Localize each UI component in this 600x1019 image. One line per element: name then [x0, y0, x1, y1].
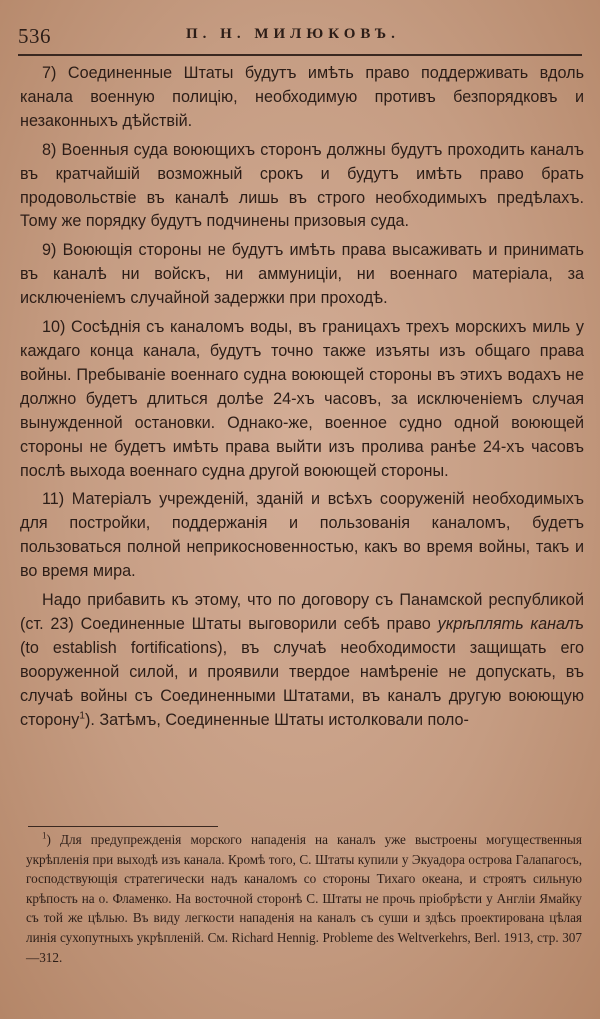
paragraph-8: 8) Военныя суда воюющихъ сторонъ должны будутъ проходить каналъ въ кратчайшій возможный срокъ и будутъ имѣть право брать продовольствіе въ каналѣ лишь въ строго необходимыхъ предѣлахъ. Тому же порядку будутъ подчинены призовыя суда.: [20, 140, 584, 231]
paragraph-7: 7) Соединенные Штаты будутъ имѣть право поддерживать вдоль канала военную полицію, необходимую противъ безпорядковъ и незаконныхъ дѣйствій.: [20, 64, 584, 130]
footnote-reference[interactable]: 1: [79, 710, 85, 722]
footnote-mark: 1: [42, 830, 47, 841]
treaty-text-part2: (to establish fortifications), въ случаѣ необходимости защищать его вооруженной силой, и проявили твердое намѣреніе не допускать, въ случаѣ войны съ Соединенными Штатами, въ каналъ другую воюющую сторону: [20, 638, 584, 729]
page-header: [18, 18, 582, 50]
paragraph-10: 10) Сосѣднія съ каналомъ воды, въ границахъ трехъ морскихъ миль у каждаго конца канала, будутъ точно также изъяты изъ общаго права войны. Пребываніе военнаго судна воюющей стороны въ этихъ водахъ не должно будетъ длиться долѣе 24-хъ часовъ, за исключеніемъ случая вынужденной остановки. Однако-же, военное судно одной воюющей стороны не будетъ имѣть права выйти изъ пролива ранѣе 24-хъ часовъ послѣ выхода военнаго судна другой воюющей стороны.: [20, 318, 584, 480]
paragraph-11: 11) Матеріалъ учрежденій, зданій и всѣхъ сооруженій необходимыхъ для постройки, поддержанія и пользованія каналомъ, будетъ пользоваться полной неприкосновенностью, какъ во время войны, такъ и во время мира.: [20, 490, 584, 581]
treaty-emphasis: укрѣплять каналъ: [437, 614, 584, 633]
running-head: П. Н. МИЛЮКОВЪ.: [186, 26, 400, 42]
main-text: [20, 62, 584, 732]
footnote-text: ) Для предупрежденія морского нападенія на каналъ уже выстроены могущественныя укрѣпленія при выходѣ изъ канала. Кромѣ того, С. Штаты купили у Экуадора острова Галапагосъ, господствующія стратегически надъ каналомъ со стороны Тихаго океана, и строятъ сильную крѣпость на о. Фламенко. На восточной сторонѣ С. Штаты не прочь пріобрѣсти у Англіи Ямайку съ той же цѣлью. Въ виду легкости нападенія на каналъ съ суши и здѣсь проектирована цѣлая линія сухопутныхъ укрѣпленій. См. Richard Hennig. Probleme des Weltverkehrs, Berl. 1913, стр. 307—312.: [26, 832, 582, 965]
paragraph-treaty: [20, 589, 584, 732]
treaty-text-part1: Надо прибавить къ этому, что по договору съ Панамской республикой (ст. 23) Соединенные Штаты выговорили себѣ право: [20, 591, 584, 633]
treaty-text-part3: ). Затѣмъ, Соединенные Штаты истолковали поло-: [84, 710, 469, 729]
header-rule: [18, 54, 582, 56]
page-number: 536: [18, 24, 51, 48]
footnote: [26, 830, 582, 967]
footnote-rule: [28, 826, 218, 827]
paragraph-9: 9) Воюющія стороны не будутъ имѣть права высаживать и принимать въ каналѣ ни войскъ, ни аммуниціи, ни военнаго матеріала, за исключеніемъ случайной задержки при проходѣ.: [20, 241, 584, 308]
